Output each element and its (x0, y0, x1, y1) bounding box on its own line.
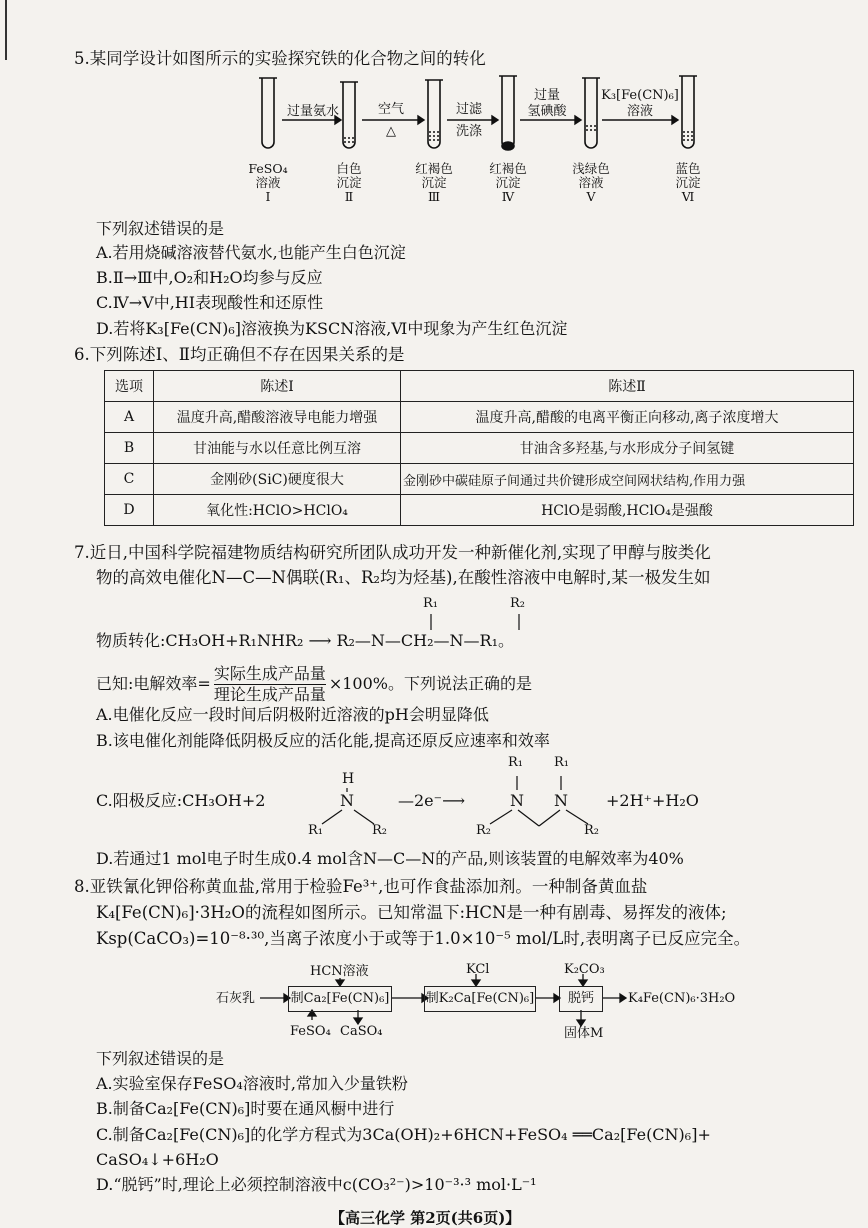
flow-input-3: K₂CO₃ (564, 962, 605, 977)
row-d-option: D (105, 495, 154, 526)
q8-option-a: A.实验室保存FeSO₄溶液时,常加入少量铁粉 (96, 1074, 408, 1093)
arrow-2-top: 空气 (377, 102, 404, 117)
q8-option-c-line2: CaSO₄↓+6H₂O (96, 1150, 219, 1169)
q7-option-b: B.该电催化剂能降低阴极反应的活化能,提高还原反应速率和效率 (96, 731, 550, 750)
row-b-option: B (105, 433, 154, 464)
product-n-right: N (554, 791, 568, 810)
row-a-s2: 温度升高,醋酸的电离平衡正向移动,离子浓度增大 (401, 402, 854, 433)
q7-option-c-mid: —2e⁻⟶ (398, 791, 466, 810)
row-d-s1: 氧化性:HClO>HClO₄ (154, 495, 401, 526)
amine-h: H (342, 771, 355, 787)
arrow-5-top: K₃[Fe(CN)₆] (601, 88, 679, 103)
arrow-1-top: 过量氨水 (286, 104, 339, 119)
q8-stem-line3: Ksp(CaCO₃)=10⁻⁸·³⁰,当离子浓度小于或等于1.0×10⁻⁵ mol/L时,表明离子已反应完全。 (96, 929, 751, 948)
q5-option-c: C.Ⅳ→Ⅴ中,HI表现酸性和还原性 (96, 293, 324, 312)
q6-table (104, 370, 854, 526)
q7-option-a: A.电催化反应一段时间后阴极附近溶液的pH会明显降低 (96, 705, 489, 724)
flow-box-1: 制Ca₂[Fe(CN)₆] (288, 986, 392, 1012)
q8-option-d: D.“脱钙”时,理论上必须控制溶液中c(CO₃²⁻)>10⁻³·³ mol·L⁻¹ (96, 1175, 537, 1194)
table-row (105, 433, 854, 464)
amine-n: N (340, 791, 354, 810)
table-row (105, 464, 854, 495)
table-row (105, 402, 854, 433)
row-b-s2: 甘油含多羟基,与水形成分子间氢键 (401, 433, 854, 464)
row-c-option: C (105, 464, 154, 495)
tube-4-label: 红褐色 沉淀 Ⅳ (489, 161, 527, 204)
amine-r2: R₂ (372, 823, 387, 838)
q7-option-d: D.若通过1 mol电子时生成0.4 mol含N—C—N的产品,则该装置的电解效率为40% (96, 849, 684, 868)
q5-option-b: B.Ⅱ→Ⅲ中,O₂和H₂O均参与反应 (96, 268, 323, 287)
q7-bonds (420, 612, 540, 632)
left-margin-bar (5, 0, 7, 60)
q7-stem-line2: 物的高效电催化N—C—N偶联(R₁、R₂均为烃基),在酸性溶液中电解时,某一极发生如 (96, 568, 711, 587)
tube-6-label: 蓝色 沉淀 Ⅵ (675, 161, 701, 204)
tube-1 (259, 78, 277, 148)
flow-sub-1b: CaSO₄ (340, 1024, 383, 1039)
flow-box-3: 脱钙 (559, 986, 603, 1012)
row-a-option: A (105, 402, 154, 433)
flow-input-2: KCl (466, 962, 490, 977)
arrow-3-bottom: 洗涤 (455, 124, 482, 139)
efficiency-fraction (214, 664, 326, 705)
q5-option-d: D.若将K₃[Fe(CN)₆]溶液换为KSCN溶液,Ⅵ中现象为产生红色沉淀 (96, 319, 568, 338)
q8-stem-line2: K₄[Fe(CN)₆]·3H₂O的流程如图所示。已知常温下:HCN是一种有剧毒、易挥发的液体; (96, 903, 727, 922)
product-r1-right: R₁ (554, 755, 569, 770)
arrow-3-top: 过滤 (455, 102, 482, 117)
q7-r1-label: R₁ (423, 596, 438, 611)
q7-c-structure-bonds (300, 770, 620, 830)
flow-start: 石灰乳 (216, 991, 256, 1006)
q8-stem-line1: 8.亚铁氰化钾俗称黄血盐,常用于检验Fe³⁺,也可作食盐添加剂。一种制备黄血盐 (74, 877, 648, 896)
tube-2-label: 白色 沉淀 Ⅱ (336, 161, 362, 204)
q8-prompt: 下列叙述错误的是 (96, 1049, 225, 1068)
q5-prompt: 下列叙述错误的是 (96, 219, 225, 238)
row-d-s2: HClO是弱酸,HClO₄是强酸 (401, 495, 854, 526)
tube-3 (425, 80, 443, 148)
arrow-5-bottom: 溶液 (626, 104, 653, 119)
page-footer: 【高三化学 第2页(共6页)】 (330, 1209, 521, 1227)
q6-stem: 6.下列陈述Ⅰ、Ⅱ均正确但不存在因果关系的是 (74, 345, 405, 364)
q7-stem-line1: 7.近日,中国科学院福建物质结构研究所团队成功开发一种新催化剂,实现了甲醇与胺类化 (74, 543, 711, 562)
arrow-4-top: 过量 (533, 88, 560, 103)
header-statement-1: 陈述Ⅰ (154, 371, 401, 402)
row-a-s1: 温度升高,醋酸溶液导电能力增强 (154, 402, 401, 433)
q7-transform: 物质转化:CH₃OH+R₁NHR₂ ⟶ R₂—N—CH₂—N—R₁。 (96, 631, 514, 650)
flow-box-2: 制K₂Ca[Fe(CN)₆] (424, 986, 536, 1012)
fraction-numerator: 实际生成产品量 (213, 664, 326, 683)
table-row (105, 495, 854, 526)
q5-option-a: A.若用烧碱溶液替代氨水,也能产生白色沉淀 (96, 243, 406, 262)
q7-efficiency (96, 664, 532, 705)
efficiency-suffix: ×100%。下列说法正确的是 (328, 674, 532, 693)
header-statement-2: 陈述Ⅱ (401, 371, 854, 402)
amine-r1: R₁ (308, 823, 323, 838)
tube-3-label: 红褐色 沉淀 Ⅲ (415, 161, 453, 204)
product-r1-left: R₁ (508, 755, 523, 770)
q8-option-c-line1: C.制备Ca₂[Fe(CN)₆]的化学方程式为3Ca(OH)₂+6HCN+FeSO₄ ══Ca₂[Fe(CN)₆]+ (96, 1125, 711, 1144)
flow-input-1: HCN溶液 (310, 964, 369, 979)
q7-option-c-suffix: +2H⁺+H₂O (606, 791, 699, 810)
row-c-s2: 金刚砂中碳硅原子间通过共价键形成空间网状结构,作用力强 (401, 464, 854, 495)
arrow-2-bottom: △ (386, 124, 396, 139)
table-header-row (105, 371, 854, 402)
tube-4 (499, 76, 517, 150)
flow-sub-1a: FeSO₄ (290, 1024, 331, 1039)
row-b-s1: 甘油能与水以任意比例互溶 (154, 433, 401, 464)
efficiency-prefix: 已知:电解效率= (96, 674, 211, 693)
tube-1-label: FeSO₄ 溶液 Ⅰ (248, 161, 288, 204)
q8-option-b: B.制备Ca₂[Fe(CN)₆]时要在通风橱中进行 (96, 1099, 395, 1118)
flow-output-3: 固体M (564, 1026, 604, 1041)
row-c-s1: 金刚砂(SiC)硬度很大 (154, 464, 401, 495)
fraction-denominator: 理论生成产品量 (213, 685, 326, 704)
arrow-4-bottom: 氢碘酸 (527, 104, 567, 119)
q7-r2-label: R₂ (510, 596, 525, 611)
flow-end: K₄Fe(CN)₆·3H₂O (628, 991, 736, 1006)
tube-5-label: 浅绿色 溶液 Ⅴ (572, 161, 610, 204)
product-r2-right: R₂ (584, 823, 599, 838)
product-n-left: N (510, 791, 524, 810)
product-r2-left: R₂ (476, 823, 491, 838)
q7-option-c-prefix: C.阳极反应:CH₃OH+2 (96, 791, 266, 810)
q5-stem: 5.某同学设计如图所示的实验探究铁的化合物之间的转化 (74, 49, 486, 68)
header-option: 选项 (105, 371, 154, 402)
